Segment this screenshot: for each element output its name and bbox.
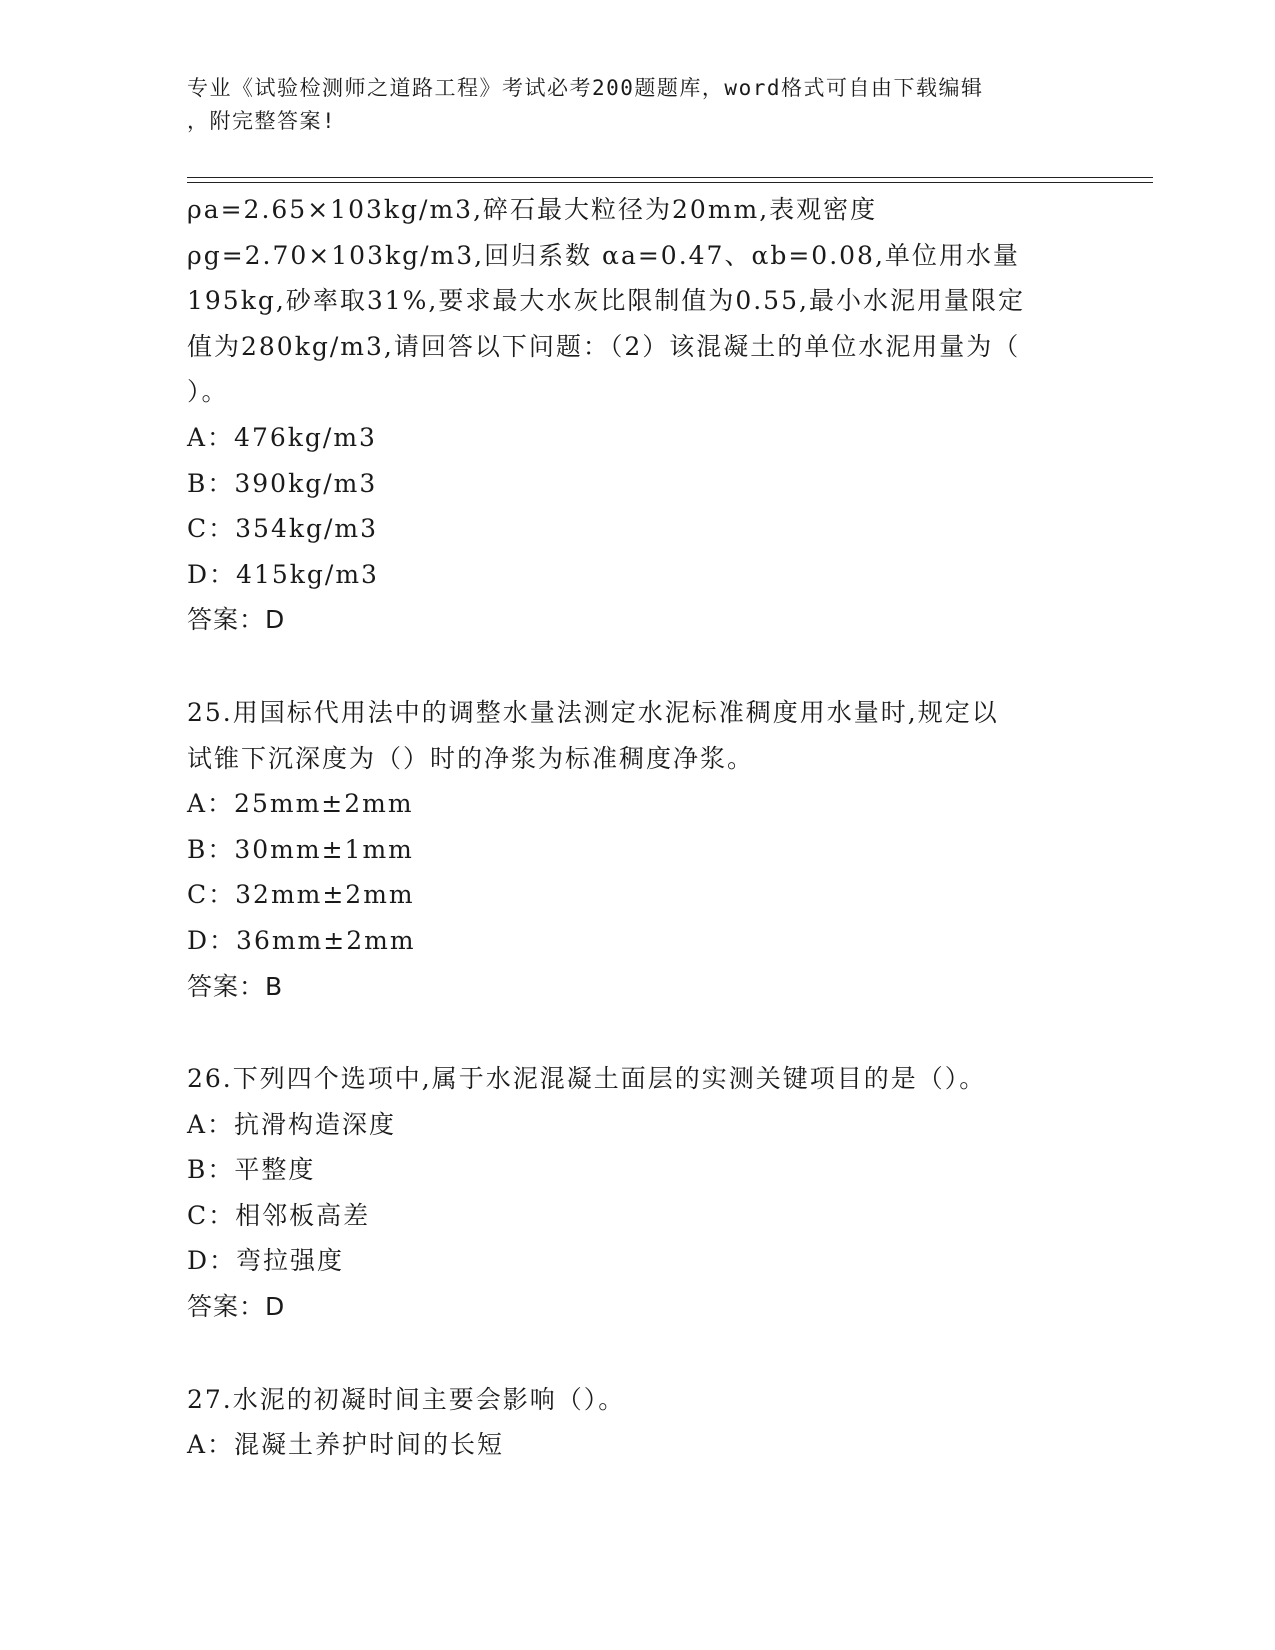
option-c: C：相邻板高差: [187, 1200, 371, 1230]
answer-label: 答案：D: [187, 1292, 286, 1322]
question-stem-line: 值为280kg/m3,请回答以下问题：（2）该混凝土的单位水泥用量为（: [187, 331, 1021, 361]
question-26: [187, 1056, 1067, 1330]
option-c: C：32mm±2mm: [187, 880, 415, 910]
option-a: A：25mm±2mm: [187, 789, 414, 819]
header-title-line-1: 专业《试验检测师之道路工程》考试必考200题题库，word格式可自由下载编辑: [187, 76, 984, 100]
document-body: [187, 187, 1067, 1468]
option-d: D：弯拉强度: [187, 1246, 345, 1276]
spacer: [187, 1330, 1067, 1377]
question-stem-line: 195kg,砂率取31%,要求最大水灰比限制值为0.55,最小水泥用量限定: [187, 286, 1025, 316]
document-header: [187, 72, 1067, 138]
header-divider-top: [187, 177, 1153, 178]
spacer: [187, 643, 1067, 690]
question-25: [187, 690, 1067, 1009]
option-c: C：354kg/m3: [187, 514, 379, 544]
question-stem-line: ）。: [187, 377, 229, 407]
option-b: B：30mm±1mm: [187, 834, 414, 864]
option-b: B：390kg/m3: [187, 468, 378, 498]
header-divider-bottom: [187, 182, 1153, 183]
spacer: [187, 1009, 1067, 1056]
option-a: A：476kg/m3: [187, 422, 377, 452]
option-d: D：36mm±2mm: [187, 925, 416, 955]
option-d: D：415kg/m3: [187, 559, 379, 589]
question-stem-line: ρa=2.65×103kg/m3,碎石最大粒径为20mm,表观密度: [187, 195, 878, 224]
question-stem-line: 27.水泥的初凝时间主要会影响（）。: [187, 1384, 626, 1414]
question-stem-line: 试锥下沉深度为（）时的净浆为标准稠度净浆。: [187, 743, 755, 773]
header-title-line-2: ，附完整答案!: [187, 109, 337, 133]
question-stem-line: 26.下列四个选项中,属于水泥混凝土面层的实测关键项目的是（）。: [187, 1064, 987, 1094]
option-b: B：平整度: [187, 1155, 316, 1185]
option-a: A：混凝土养护时间的长短: [187, 1430, 505, 1460]
option-a: A：抗滑构造深度: [187, 1109, 397, 1139]
question-continued: [187, 187, 1067, 643]
answer-label: 答案：D: [187, 605, 286, 635]
question-27: [187, 1377, 1067, 1468]
question-stem-line: ρg=2.70×103kg/m3,回归系数 αa=0.47、αb=0.08,单位用水量: [187, 240, 1020, 270]
answer-label: 答案：B: [187, 971, 284, 1001]
question-stem-line: 25.用国标代用法中的调整水量法测定水泥标准稠度用水量时,规定以: [187, 697, 999, 727]
